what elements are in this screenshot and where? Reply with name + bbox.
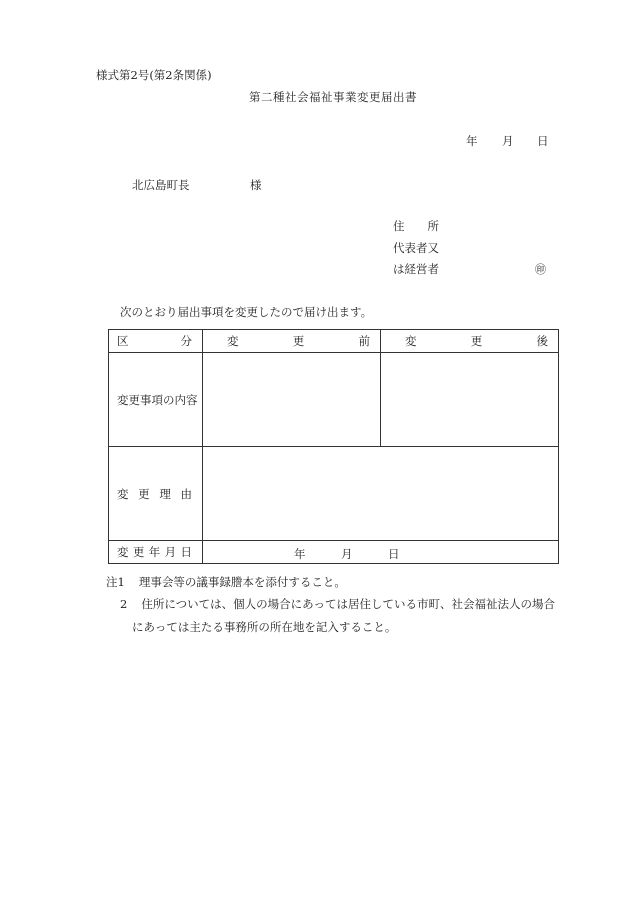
change-reason-char: 変 xyxy=(117,486,129,501)
table-row-change-content xyxy=(109,353,559,447)
address-label-char-2: 所 xyxy=(427,219,439,233)
header-before-cell xyxy=(203,330,381,353)
change-date-char: 日 xyxy=(180,545,192,559)
header-category-char: 区 xyxy=(117,334,129,348)
change-reason-char: 更 xyxy=(138,486,150,501)
representative-label-line2: は経営者 xyxy=(393,262,439,276)
change-date-label-cell xyxy=(109,541,203,564)
header-category-cell xyxy=(109,330,203,353)
change-date-field[interactable] xyxy=(203,541,559,564)
representative-label-line1: 代表者又 xyxy=(393,241,439,255)
header-after-char: 変 xyxy=(405,334,417,348)
seal-icon: ㊞ xyxy=(535,263,546,276)
change-reason-char: 由 xyxy=(180,486,192,501)
change-reason-label-cell xyxy=(109,447,203,541)
change-date-year-label: 年 xyxy=(294,547,306,561)
document-title: 第二種社会福祉事業変更届出書 xyxy=(249,90,417,104)
submission-date-day: 日 xyxy=(537,134,549,148)
submission-date-year: 年 xyxy=(466,134,478,148)
header-before-char: 前 xyxy=(358,334,370,348)
note-2-line-2: にあっては主たる事務所の所在地を記入すること。 xyxy=(132,620,397,634)
submission-date-month: 月 xyxy=(502,134,514,148)
change-content-before-field[interactable] xyxy=(203,353,381,447)
change-date-day-label: 日 xyxy=(388,547,400,561)
header-category-char: 分 xyxy=(180,334,192,348)
change-reason-field[interactable] xyxy=(203,447,559,541)
note-2-line-1 xyxy=(120,599,555,611)
change-content-after-field[interactable] xyxy=(381,353,559,447)
change-date-char: 更 xyxy=(132,545,145,559)
intro-statement: 次のとおり届出事項を変更したので届け出ます。 xyxy=(120,305,373,319)
change-content-label: 変更事項の内容 xyxy=(117,392,198,407)
note-1-text: 理事会等の議事録謄本を添付すること。 xyxy=(138,575,346,589)
header-after-char: 後 xyxy=(536,334,548,348)
change-date-char: 月 xyxy=(164,545,177,559)
change-details-table xyxy=(108,329,559,564)
change-reason-char: 理 xyxy=(159,486,171,501)
note-2-text-line-1: 住所については、個人の場合にあっては居住している市町、社会福祉法人の場合 xyxy=(141,597,555,611)
change-date-month-label: 月 xyxy=(341,547,353,561)
change-content-label-cell xyxy=(109,353,203,447)
note-2-prefix: 2 xyxy=(120,597,128,611)
header-before-char: 更 xyxy=(292,334,305,348)
table-row-change-reason xyxy=(109,447,559,541)
note-1-prefix: 注1 xyxy=(106,575,125,589)
change-date-char: 年 xyxy=(148,545,161,559)
header-after-char: 更 xyxy=(470,334,483,348)
addressee-name: 北広島町長 xyxy=(132,178,190,192)
form-number: 様式第2号(第2条関係) xyxy=(96,68,212,82)
address-label-char-1: 住 xyxy=(393,219,405,233)
change-date-char: 変 xyxy=(117,545,129,559)
header-before-char: 変 xyxy=(227,334,239,348)
table-row-change-date xyxy=(109,541,559,564)
table-header-row xyxy=(109,330,559,353)
address-label xyxy=(393,221,439,233)
note-1 xyxy=(106,577,346,589)
addressee-honorific: 様 xyxy=(250,178,262,192)
header-after-cell xyxy=(381,330,559,353)
